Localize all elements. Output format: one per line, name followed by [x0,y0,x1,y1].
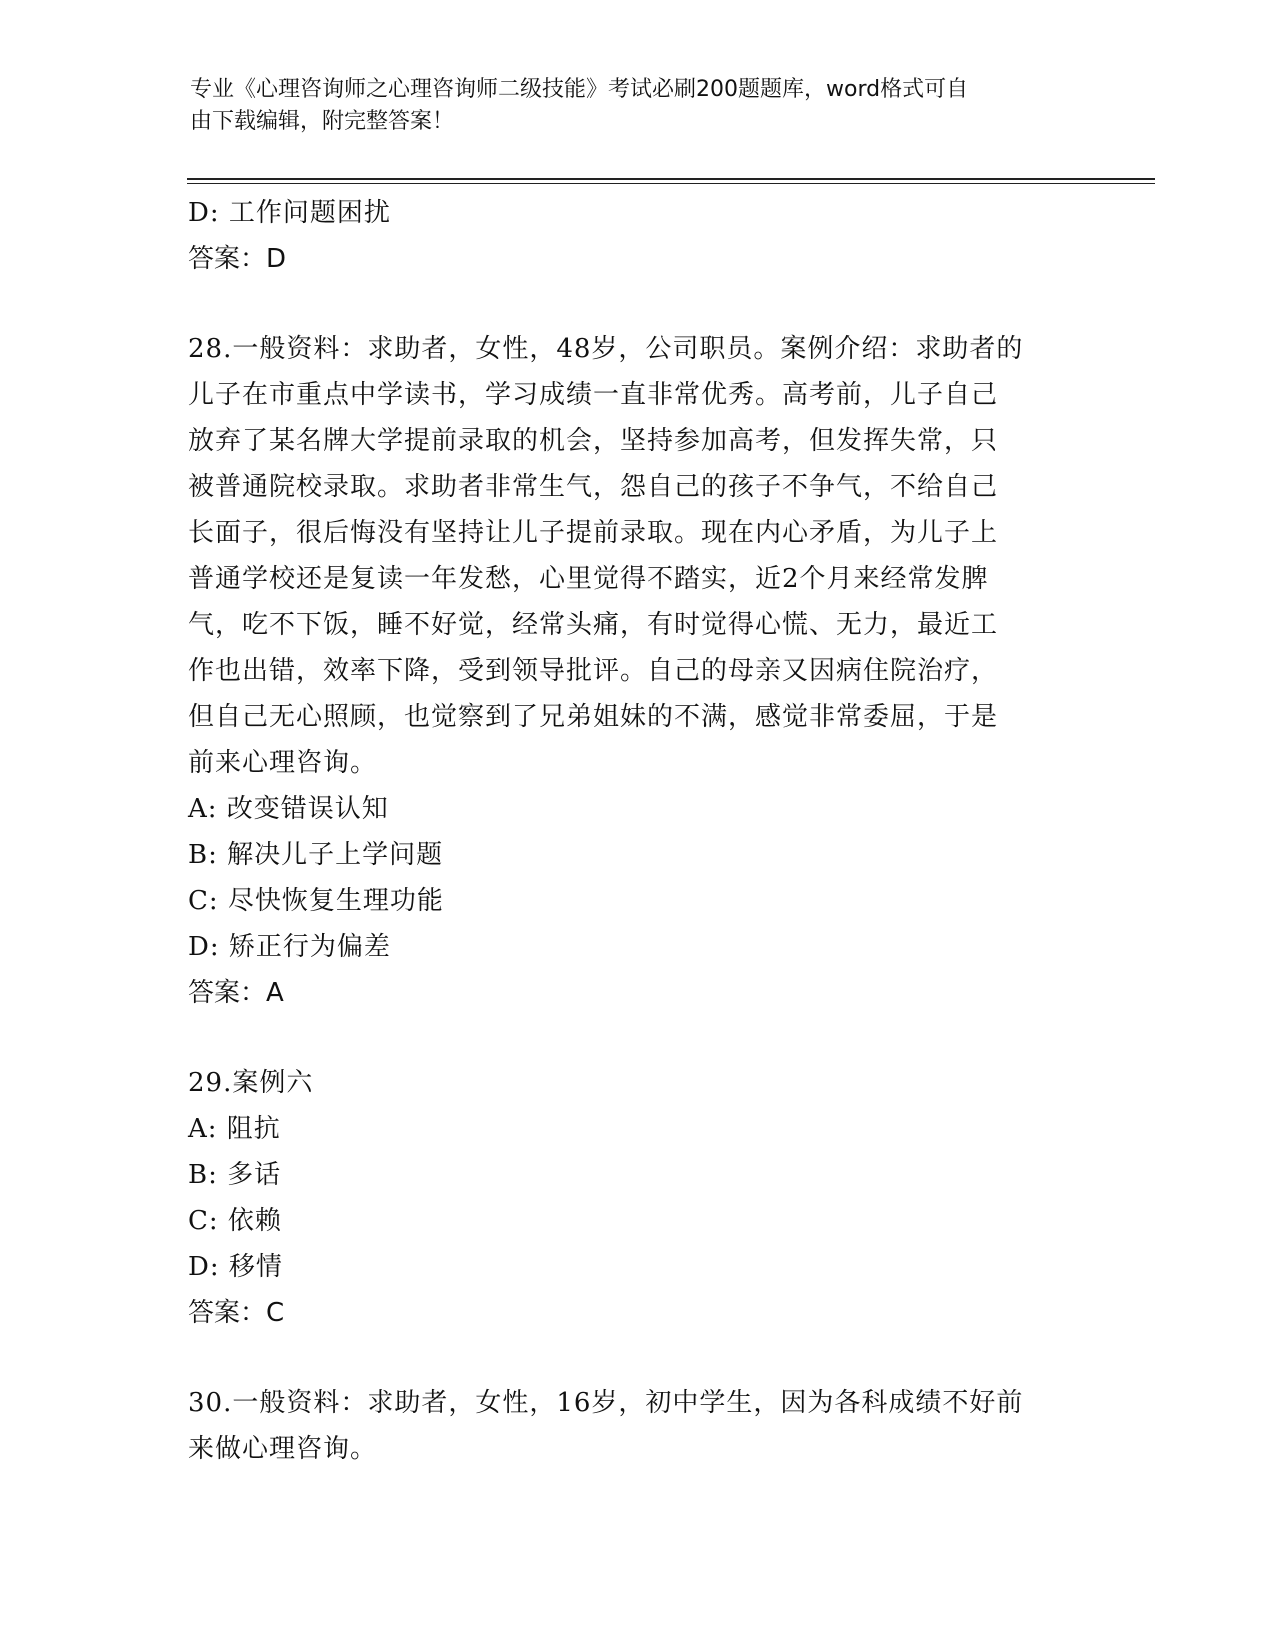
question-text-line: 29.案例六 [188,1068,314,1098]
answer-line: 答案：A [188,978,284,1008]
question-28 [188,326,1088,1016]
question-text-line: 儿子在市重点中学读书，学习成绩一直非常优秀。高考前，儿子自己 [188,380,999,410]
question-text-line: 30.一般资料：求助者，女性，16岁，初中学生，因为各科成绩不好前 [188,1388,1024,1418]
question-30 [188,1380,1088,1472]
option-c: C: 依赖 [188,1206,282,1236]
header-rule-thin [187,183,1155,184]
question-text-line: 被普通院校录取。求助者非常生气，怨自己的孩子不争气，不给自己 [188,472,999,502]
question-29 [188,1060,1088,1336]
option-a: A: 阻抗 [188,1114,281,1144]
option-d: D: 移情 [188,1252,283,1282]
question-text-line: 气，吃不下饭，睡不好觉，经常头痛，有时觉得心慌、无力，最近工 [188,610,999,640]
page-header [190,74,1070,138]
option-d: D: 矫正行为偏差 [188,932,391,962]
question-text-line: 长面子，很后悔没有坚持让儿子提前录取。现在内心矛盾，为儿子上 [188,518,999,548]
option-b: B: 解决儿子上学问题 [188,840,444,870]
question-text-line: 28.一般资料：求助者，女性，48岁，公司职员。案例介绍：求助者的 [188,334,1024,364]
option-a: A: 改变错误认知 [188,794,389,824]
question-text-line: 放弃了某名牌大学提前录取的机会，坚持参加高考，但发挥失常，只 [188,426,999,456]
question-text-line: 普通学校还是复读一年发愁，心里觉得不踏实，近2个月来经常发脾 [188,564,989,594]
question-text-line: 来做心理咨询。 [188,1434,378,1464]
answer-line: 答案：C [188,1298,285,1328]
header-line-2: 由下载编辑，附完整答案！ [190,109,455,134]
question-text-line: 前来心理咨询。 [188,748,378,778]
question-content [188,190,1088,1472]
option-d: D: 工作问题困扰 [188,198,391,228]
header-rule-thick [187,178,1155,180]
answer-line: 答案：D [188,244,287,274]
header-line-1: 专业《心理咨询师之心理咨询师二级技能》考试必刷200题题库，word格式可自 [190,77,969,102]
question-text-line: 作也出错，效率下降，受到领导批评。自己的母亲又因病住院治疗， [188,656,999,686]
option-b: B: 多话 [188,1160,282,1190]
question-text-line: 但自己无心照顾，也觉察到了兄弟姐妹的不满，感觉非常委屈，于是 [188,702,999,732]
option-c: C: 尽快恢复生理功能 [188,886,444,916]
